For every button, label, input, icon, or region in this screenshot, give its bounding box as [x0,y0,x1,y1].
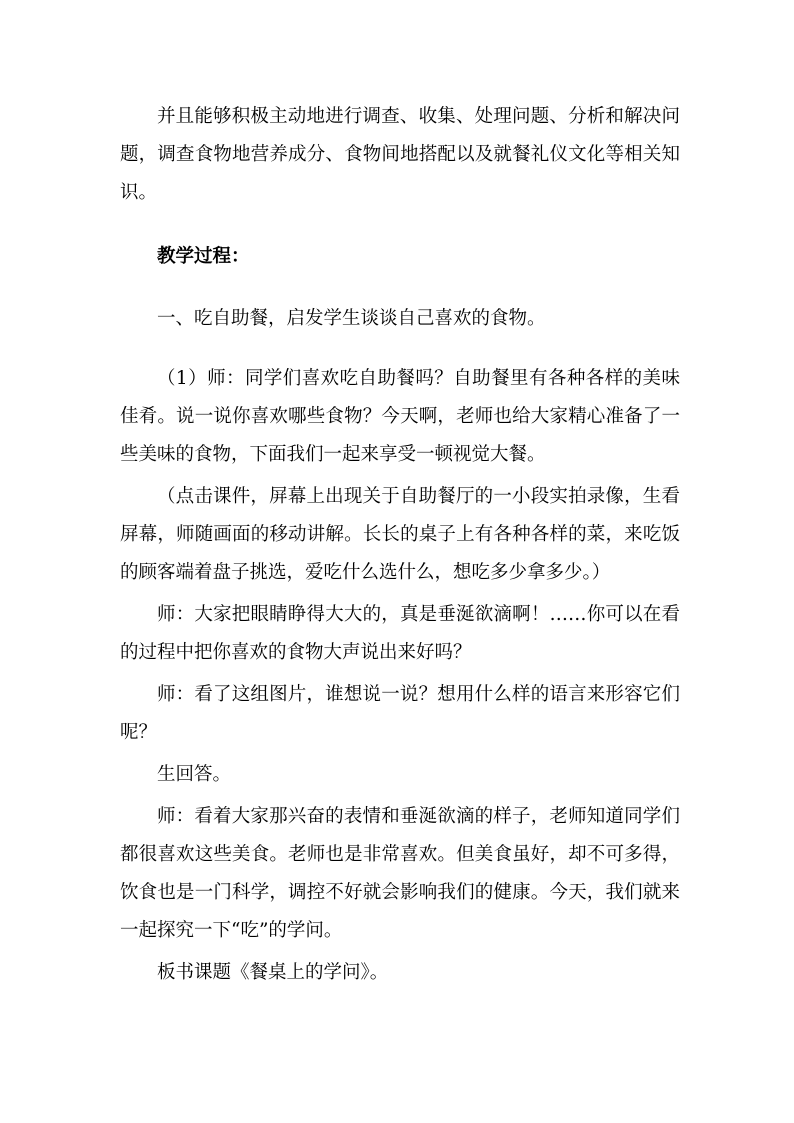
board-title-paragraph: 板书课题《餐桌上的学问》。 [157,962,389,983]
document-page [120,98,680,992]
section-title-buffet: 一、吃自助餐，启发学生谈谈自己喜欢的食物。 [157,308,546,329]
student-answer-paragraph: 生回答。 [157,764,232,785]
teacher-summary-paragraph: 师：看着大家那兴奋的表情和垂涎欲滴的样子，老师知道同学们都很喜欢这些美食。老师也是非常喜欢。但美食虽好，却不可多得，饮食也是一门科学，调控不好就会影响我们的健康。今天，我们就来一起探究一下“吃”的学问。 [120,806,680,941]
teacher-question-paragraph: （1）师：同学们喜欢吃自助餐吗？自助餐里有各种各样的美味佳肴。说一说你喜欢哪些食物？今天啊，老师也给大家精心准备了一些美味的食物，下面我们一起来享受一顿视觉大餐。 [120,368,680,465]
teacher-prompt-paragraph: 师：大家把眼睛睁得大大的，真是垂涎欲滴啊！……你可以在看的过程中把你喜欢的食物大声说出来好吗？ [120,604,680,663]
teacher-describe-paragraph: 师：看了这组图片，谁想说一说？想用什么样的语言来形容它们呢？ [120,684,680,743]
courseware-note-paragraph: （点击课件，屏幕上出现关于自助餐厅的一小段实拍录像，生看屏幕，师随画面的移动讲解。长长的桌子上有各种各样的菜，来吃饭的顾客端着盘子挑选，爱吃什么选什么，想吃多少拿多少。） [120,486,680,583]
section-heading-teaching-process: 教学过程： [157,246,250,267]
intro-paragraph: 并且能够积极主动地进行调查、收集、处理问题、分析和解决问题，调查食物地营养成分、食物间地搭配以及就餐礼仪文化等相关知识。 [120,106,680,203]
